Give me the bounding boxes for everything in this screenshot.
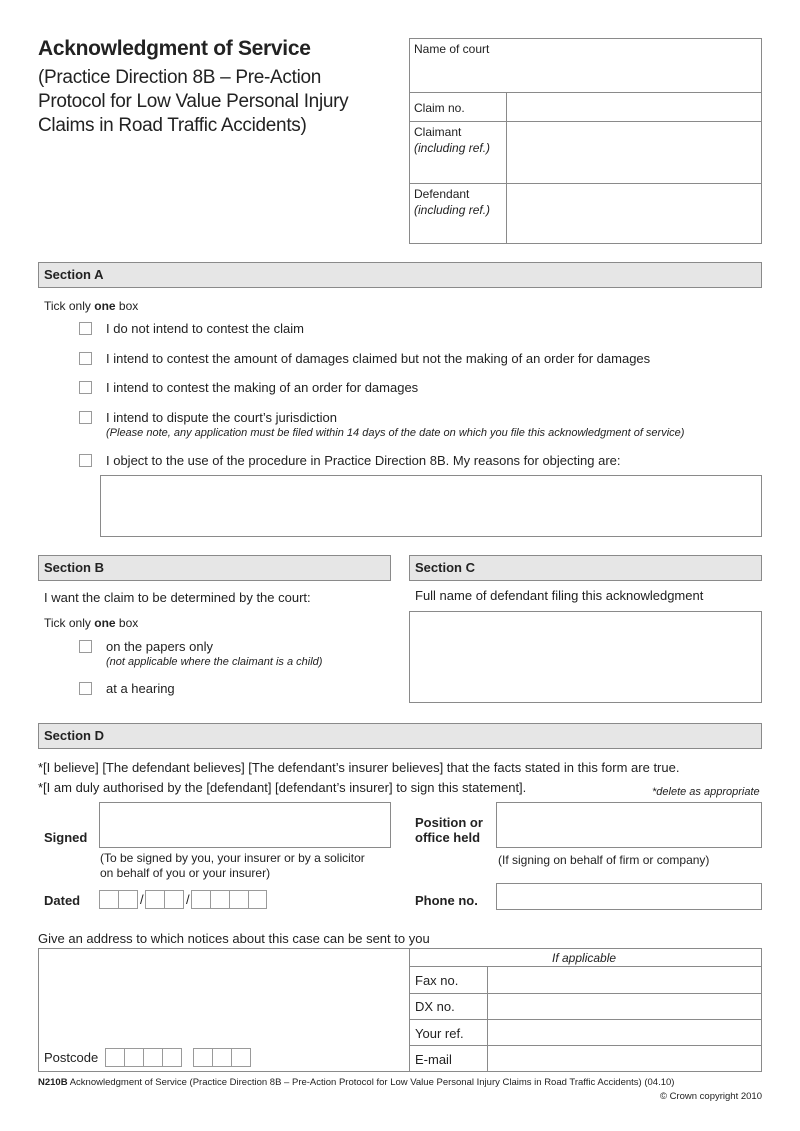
checkbox-object-procedure[interactable] (79, 454, 92, 467)
signed-note-2: on behalf of you or your insurer) (100, 866, 271, 880)
claimant-field[interactable] (507, 122, 761, 182)
checkbox-contest-order[interactable] (79, 381, 92, 394)
subtitle-line-1: (Practice Direction 8B – Pre-Action (38, 67, 322, 88)
postcode-char-box[interactable] (143, 1048, 163, 1067)
option-contest-amount-label: I intend to contest the amount of damages claimed but not the making of an order for damages (106, 351, 651, 366)
checkbox-contest-amount[interactable] (79, 352, 92, 365)
authorisation-statement: *[I am duly authorised by the [defendant] [defendant’s insurer] to sign this statement]. (38, 780, 527, 795)
if-applicable-label: If applicable (552, 951, 617, 965)
form-subtitle (38, 66, 348, 138)
position-label (415, 815, 483, 845)
checkbox-dispute-jurisdiction[interactable] (79, 411, 92, 424)
option-papers-only-label: on the papers only (106, 639, 213, 654)
fax-label: Fax no. (415, 973, 459, 988)
statement-of-truth: *[I believe] [The defendant believes] [The defendant’s insurer believes] that the facts stated in this form are true. (38, 760, 680, 775)
section-a-instruction: Tick only one box (44, 299, 139, 313)
subtitle-line-3: Claims in Road Traffic Accidents) (38, 115, 307, 136)
form-title: Acknowledgment of Service (38, 37, 311, 60)
claim-no-field[interactable] (507, 93, 761, 120)
dx-field[interactable] (488, 994, 761, 1019)
option-object-procedure-label: I object to the use of the procedure in Practice Direction 8B. My reasons for objecting are: (106, 453, 621, 468)
checkbox-at-hearing[interactable] (79, 682, 92, 695)
your-ref-label: Your ref. (415, 1026, 464, 1041)
objection-reasons-field[interactable] (100, 475, 762, 537)
phone-label: Phone no. (415, 893, 478, 908)
address-field[interactable] (39, 949, 408, 1041)
delete-note: *delete as appropriate (652, 786, 760, 798)
dx-label: DX no. (415, 999, 455, 1014)
date-day-digit[interactable] (99, 890, 119, 909)
defendant-label: Defendant (414, 187, 470, 201)
defendant-note: (including ref.) (414, 203, 491, 217)
phone-field[interactable] (496, 883, 762, 910)
position-label-line-2: office held (415, 830, 481, 845)
postcode-char-box[interactable] (105, 1048, 125, 1067)
date-month-digit[interactable] (145, 890, 165, 909)
postcode-label: Postcode (44, 1050, 99, 1065)
date-separator: / (140, 892, 144, 907)
your-ref-field[interactable] (488, 1020, 761, 1045)
email-field[interactable] (488, 1046, 761, 1071)
email-label: E-mail (415, 1052, 452, 1067)
claim-no-label: Claim no. (414, 101, 465, 115)
position-label-line-1: Position or (415, 815, 483, 830)
jurisdiction-note: (Please note, any application must be filed within 14 days of the date on which you file this acknowledgment of service) (106, 427, 685, 439)
section-b-question: I want the claim to be determined by the court: (44, 590, 311, 605)
footer-copyright: © Crown copyright 2010 (659, 1091, 762, 1102)
option-dispute-jurisdiction-label: I intend to dispute the court’s jurisdiction (106, 410, 338, 425)
address-label: Give an address to which notices about this case can be sent to you (38, 931, 430, 946)
postcode-char-box[interactable] (231, 1048, 251, 1067)
postcode-char-box[interactable] (162, 1048, 182, 1067)
signed-label: Signed (44, 830, 88, 845)
signature-field[interactable] (99, 802, 391, 848)
name-of-court-label: Name of court (414, 42, 490, 56)
postcode-char-box[interactable] (193, 1048, 213, 1067)
date-year-digit[interactable] (248, 890, 267, 909)
date-year-digit[interactable] (210, 890, 230, 909)
defendant-full-name-label: Full name of defendant filing this acknowledgment (415, 588, 704, 603)
claimant-label: Claimant (414, 125, 462, 139)
section-a-heading: Section A (38, 262, 762, 288)
option-at-hearing-label: at a hearing (106, 681, 175, 696)
section-b-instruction: Tick only one box (44, 616, 139, 630)
signed-note-1: (To be signed by you, your insurer or by a solicitor (100, 851, 365, 865)
papers-only-note: (not applicable where the claimant is a child) (106, 656, 323, 668)
section-c-heading: Section C (409, 555, 762, 581)
position-field[interactable] (496, 802, 762, 848)
date-day-digit[interactable] (118, 890, 138, 909)
subtitle-line-2: Protocol for Low Value Personal Injury (38, 91, 349, 112)
date-month-digit[interactable] (164, 890, 184, 909)
section-d-heading: Section D (38, 723, 762, 749)
section-b-heading: Section B (38, 555, 391, 581)
defendant-full-name-field[interactable] (409, 611, 762, 703)
position-note: (If signing on behalf of firm or company) (498, 853, 710, 867)
option-not-contest-label: I do not intend to contest the claim (106, 321, 305, 336)
option-contest-order-label: I intend to contest the making of an order for damages (106, 380, 419, 395)
claimant-note: (including ref.) (414, 141, 491, 155)
fax-field[interactable] (488, 967, 761, 993)
date-year-digit[interactable] (229, 890, 249, 909)
footer-form-reference: N210B Acknowledgment of Service (Practice Direction 8B – Pre-Action Protocol for Low Value Personal Injury Claims in Road Traffic Accidents) (04.10) (38, 1077, 675, 1088)
postcode-char-box[interactable] (212, 1048, 232, 1067)
checkbox-not-contest[interactable] (79, 322, 92, 335)
postcode-char-box[interactable] (124, 1048, 144, 1067)
dated-label: Dated (44, 893, 81, 908)
date-separator: / (186, 892, 190, 907)
name-of-court-field[interactable] (410, 58, 761, 91)
defendant-field[interactable] (507, 184, 761, 243)
checkbox-papers-only[interactable] (79, 640, 92, 653)
date-year-digit[interactable] (191, 890, 211, 909)
